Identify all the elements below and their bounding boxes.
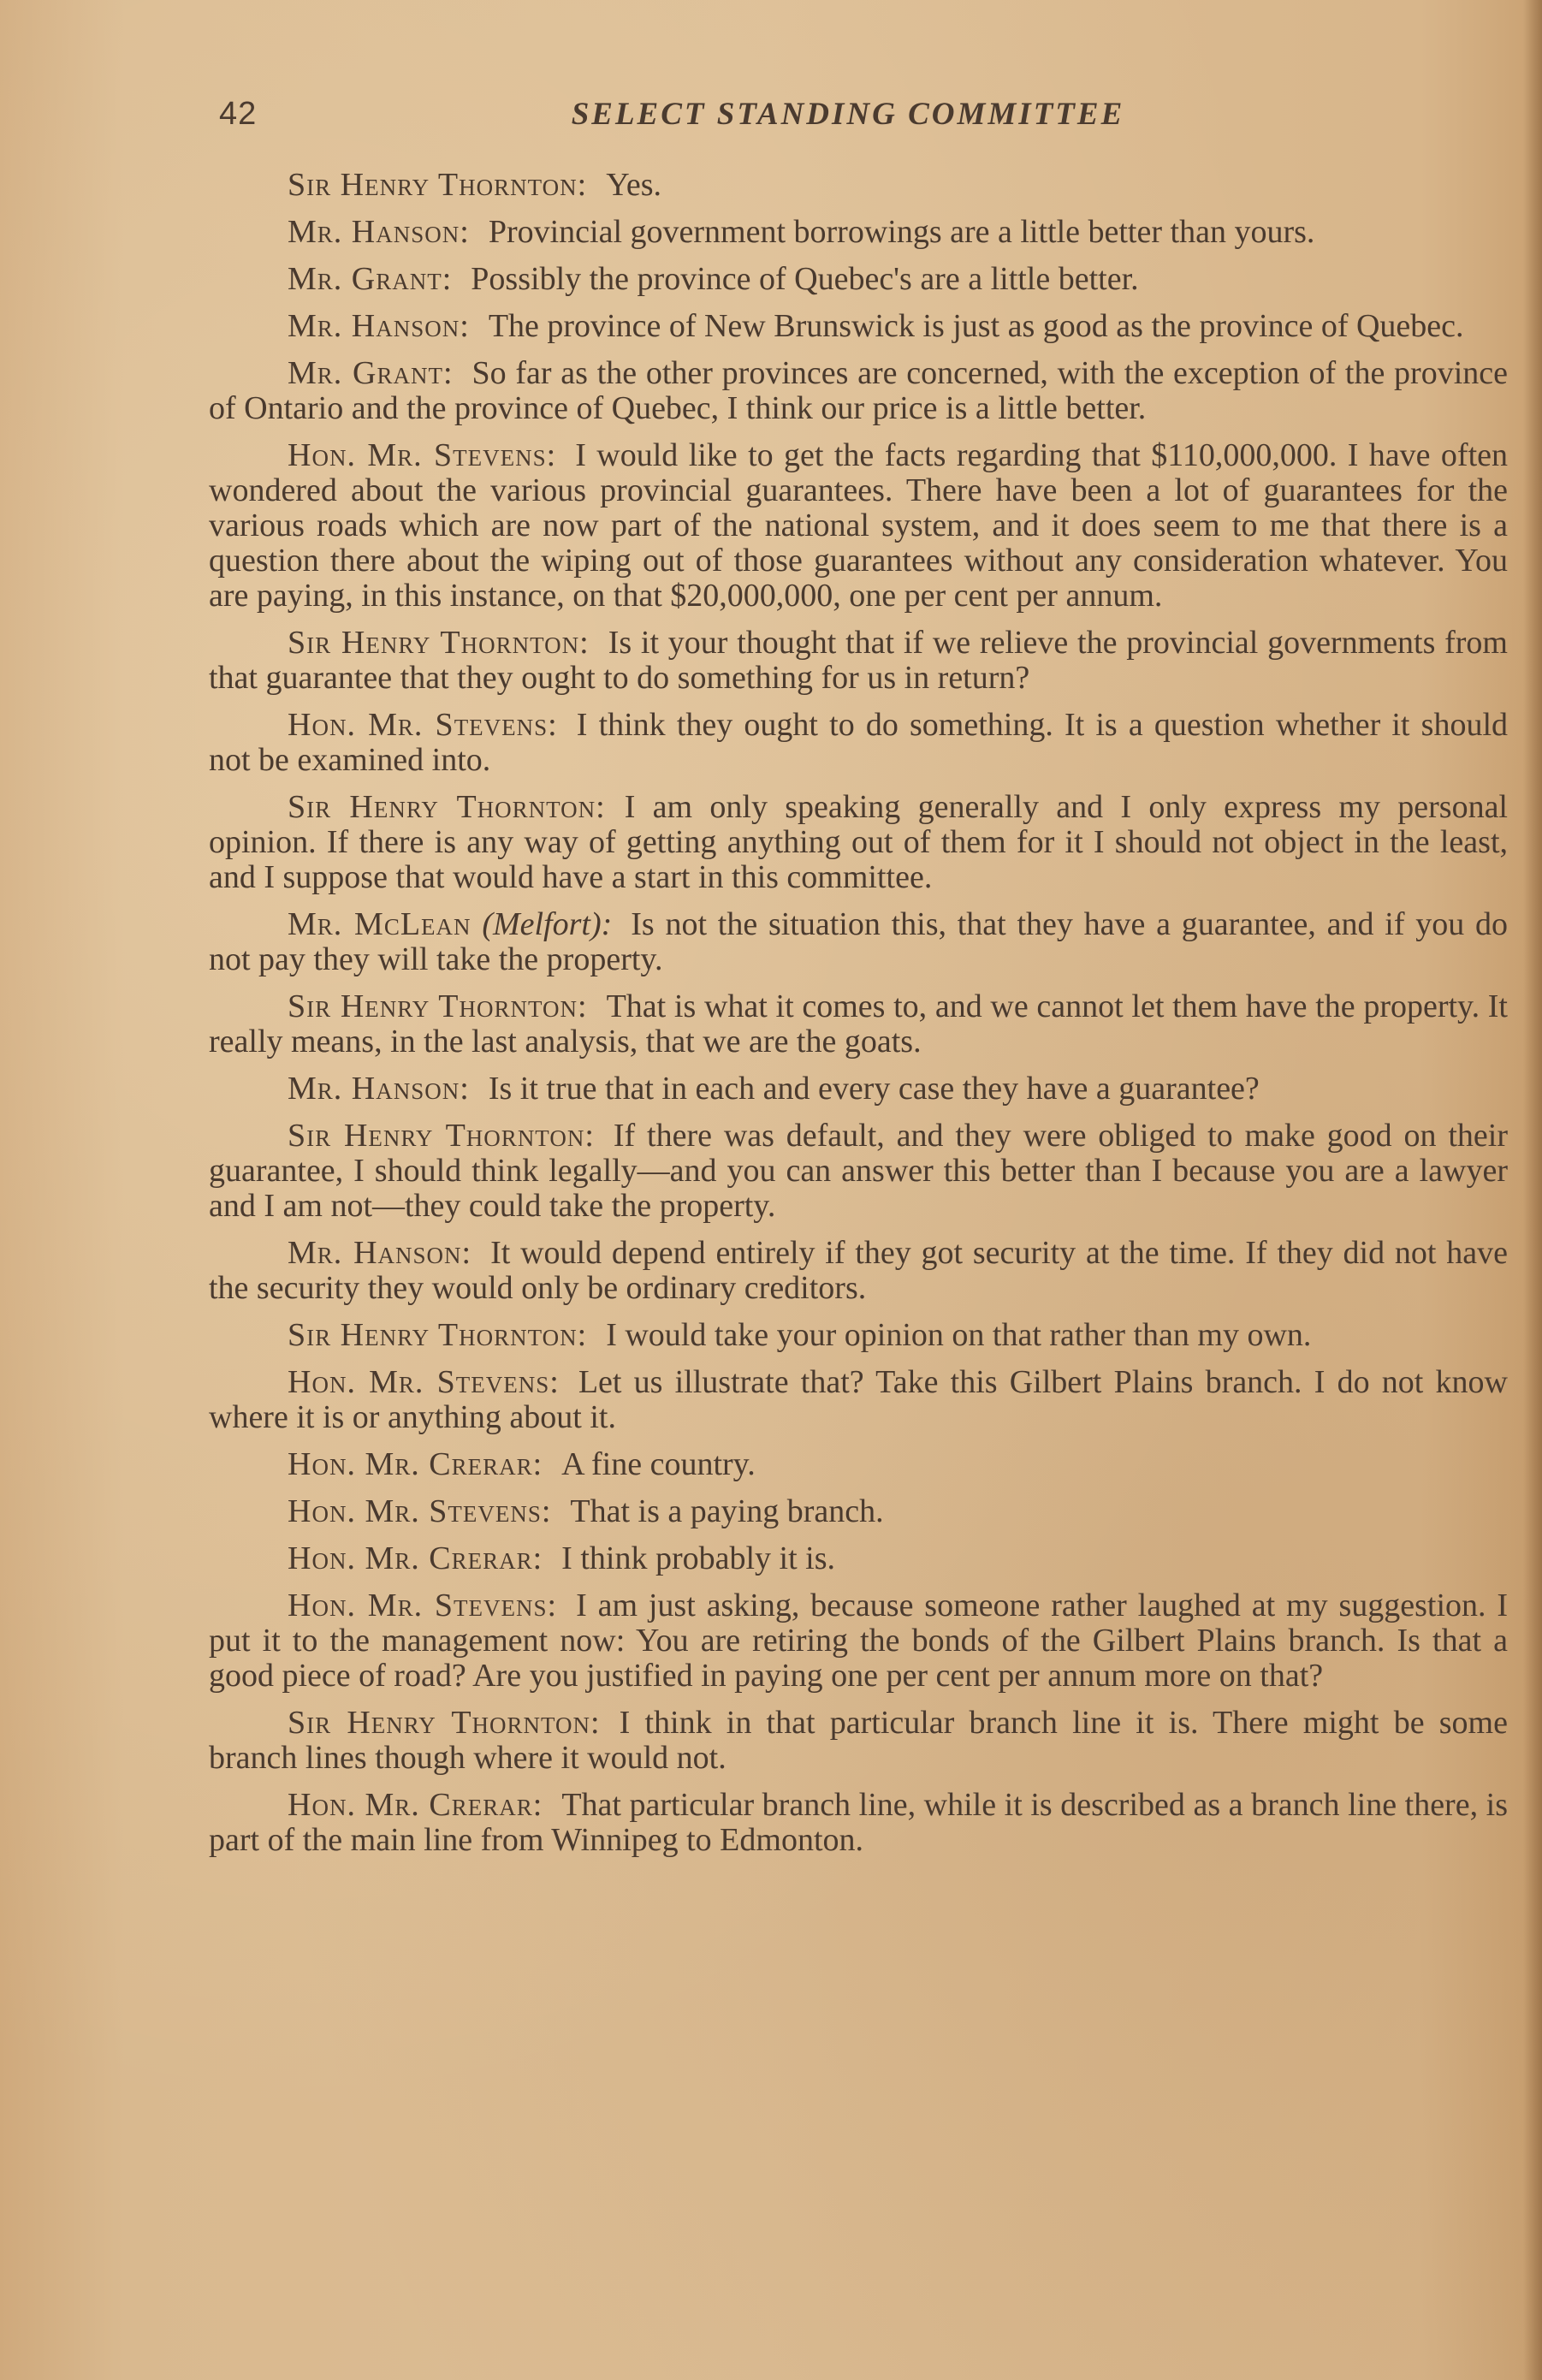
speech-text: I think they ought to do something. It is a question whether it should not be examined into.: [209, 707, 1508, 778]
speech-paragraph: [209, 1365, 1508, 1435]
speech-text: So far as the other provinces are concerned, with the exception of the province of Ontario and the province of Quebec, I think our price is a little better.: [209, 355, 1508, 426]
speech-text: If there was default, and they were obliged to make good on their guarantee, I should think legally—and you can answer this better than I because you are a lawyer and I am not—they could take the property.: [209, 1118, 1508, 1224]
page-number: 42: [219, 96, 258, 132]
speech-paragraph: [209, 1447, 1508, 1482]
speech-paragraph: [209, 1706, 1508, 1776]
running-header: [219, 96, 1477, 147]
speech-paragraph: [209, 262, 1508, 297]
speech-text: Let us illustrate that? Take this Gilbert Plains branch. I do not know where it is or anything about it.: [209, 1364, 1508, 1435]
speech-text: It would depend entirely if they got security at the time. If they did not have the security they would only be ordinary creditors.: [209, 1235, 1508, 1306]
speaker-name: Hon. Mr. Stevens:: [288, 1364, 560, 1400]
speaker-name: Sir Henry Thornton:: [288, 789, 606, 825]
speaker-name: Hon. Mr. Crerar:: [288, 1446, 543, 1482]
speech-paragraph: [209, 1236, 1508, 1306]
running-title: SELECT STANDING COMMITTEE: [571, 97, 1125, 132]
speech-paragraph: [209, 1788, 1508, 1858]
speaker-name: Sir Henry Thornton:: [288, 1705, 601, 1741]
speech-text: Is it your thought that if we relieve the provincial governments from that guarantee that they ought to do something for us in return?: [209, 625, 1508, 696]
speech-text: A fine country.: [561, 1446, 756, 1482]
speaker-name: Sir Henry Thornton:: [288, 167, 588, 203]
speaker-name: Sir Henry Thornton:: [288, 1118, 595, 1154]
speaker-name: Hon. Mr. Crerar:: [288, 1787, 543, 1823]
transcript-body: [209, 168, 1508, 1870]
speech-paragraph: [209, 1119, 1508, 1224]
speaker-name: Hon. Mr. Stevens:: [288, 437, 557, 473]
speech-text: That particular branch line, while it is described as a branch line there, is part of the main line from Winnipeg to Edmonton.: [209, 1787, 1508, 1858]
speaker-name: Mr. Hanson:: [288, 1235, 472, 1271]
speaker-name: Sir Henry Thornton:: [288, 988, 588, 1024]
speaker-name: Hon. Mr. Stevens:: [288, 1493, 552, 1529]
speech-text: Possibly the province of Quebec's are a little better.: [471, 261, 1139, 297]
speech-text: I am only speaking generally and I only express my personal opinion. If there is any way of getting anything out of them for it I should not object in the least, and I suppose that would have a start in this committee.: [209, 789, 1508, 895]
speech-text: Provincial government borrowings are a little better than yours.: [488, 214, 1315, 250]
speech-paragraph: [209, 309, 1508, 344]
speech-text: I am just asking, because someone rather laughed at my suggestion. I put it to the management now: You are retiring the bonds of the Gilbert Plains branch. Is that a good piece of road? Are you justified in paying one per cent per annum more on that?: [209, 1588, 1508, 1694]
speech-paragraph: [209, 438, 1508, 614]
speech-text: Is it true that in each and every case they have a guarantee?: [488, 1071, 1260, 1107]
speaker-name: Hon. Mr. Stevens:: [288, 1588, 558, 1623]
speech-paragraph: [209, 356, 1508, 426]
speaker-name: Mr. Grant:: [288, 261, 453, 297]
speech-text: I would take your opinion on that rather than my own.: [606, 1317, 1312, 1353]
speaker-name: Hon. Mr. Crerar:: [288, 1540, 543, 1576]
speech-paragraph: [209, 1494, 1508, 1529]
speech-paragraph: [209, 790, 1508, 895]
speech-text: Yes.: [606, 167, 661, 203]
speaker-name: Hon. Mr. Stevens:: [288, 707, 558, 743]
speech-text: That is what it comes to, and we cannot let them have the property. It really means, in the last analysis, that we are the goats.: [209, 988, 1508, 1059]
speech-paragraph: [209, 1318, 1508, 1353]
speech-paragraph: [209, 626, 1508, 696]
speaker-name: Sir Henry Thornton:: [288, 1317, 588, 1353]
speech-text: The province of New Brunswick is just as good as the province of Quebec.: [488, 308, 1464, 344]
speaker-name: Mr. Grant:: [288, 355, 454, 391]
speaker-name: Mr. Hanson:: [288, 214, 470, 250]
speech-text: Is not the situation this, that they have a guarantee, and if you do not pay they will take the property.: [209, 906, 1508, 977]
speech-paragraph: [209, 708, 1508, 778]
speech-paragraph: [209, 168, 1508, 203]
speech-text: I would like to get the facts regarding that $110,000,000. I have often wondered about the various provincial guarantees. There have been a lot of guarantees for the various roads which are now part of the national system, and it does seem to me that there is a question there about the wiping out of those guarantees without any consideration whatever. You are paying, in this instance, on that $20,000,000, one per cent per annum.: [209, 437, 1508, 614]
speaker-name: Mr. Hanson:: [288, 1071, 470, 1107]
speech-text: That is a paying branch.: [570, 1493, 884, 1529]
speech-paragraph: [209, 1588, 1508, 1694]
speaker-constituency: (Melfort):: [482, 906, 613, 942]
speech-paragraph: [209, 989, 1508, 1059]
speech-text: I think probably it is.: [561, 1540, 835, 1576]
speaker-name: Sir Henry Thornton:: [288, 625, 590, 661]
speaker-name: Mr. Hanson:: [288, 308, 470, 344]
speech-paragraph: [209, 1071, 1508, 1107]
speech-paragraph: [209, 215, 1508, 250]
speech-paragraph: [209, 1541, 1508, 1576]
speech-text: I think in that particular branch line it is. There might be some branch lines though where it would not.: [209, 1705, 1508, 1776]
speech-paragraph: [209, 907, 1508, 977]
speaker-name: Mr. McLean: [288, 906, 471, 942]
